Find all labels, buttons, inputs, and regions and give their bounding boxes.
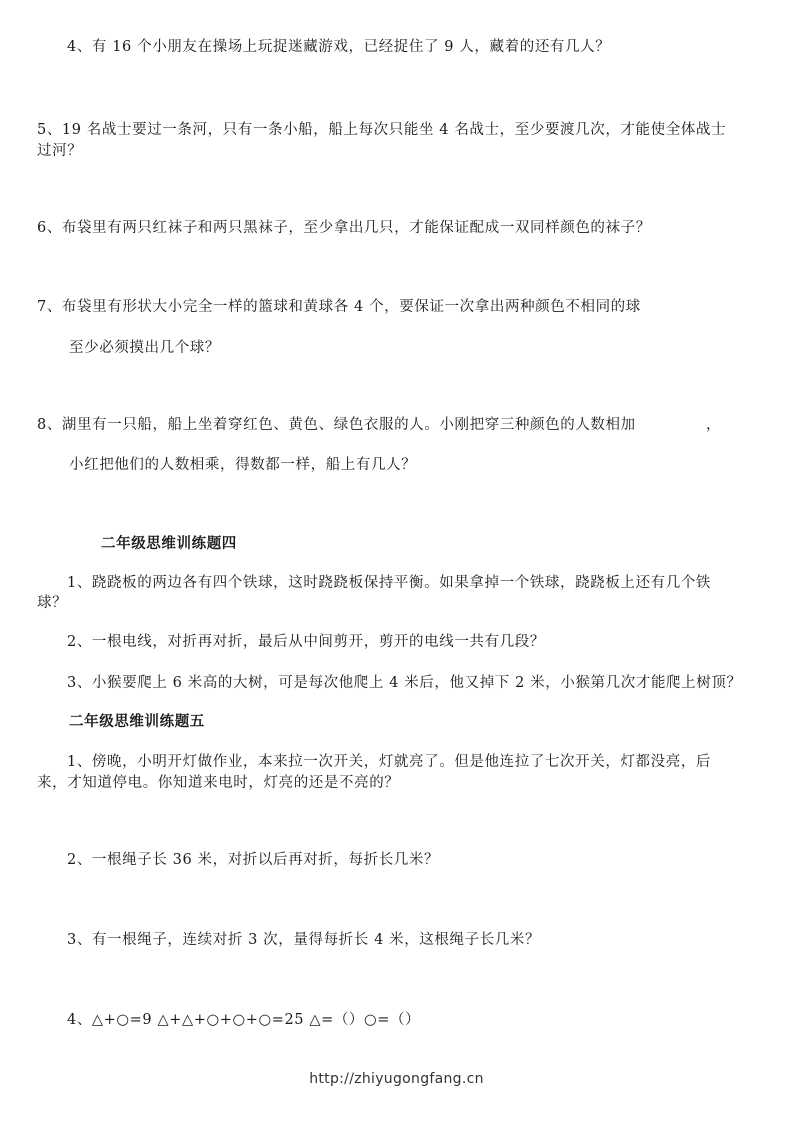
question-6: 6、布袋里有两只红袜子和两只黑袜子，至少拿出几只，才能保证配成一双同样颜色的袜子？	[37, 220, 651, 236]
section-4-title: 二年级思维训练题四	[101, 536, 237, 552]
question-4: 4、有 16 个小朋友在操场上玩捉迷藏游戏，已经捉住了 9 人，藏着的还有几人？	[67, 39, 611, 55]
footer-url: http://zhiyugongfang.cn	[309, 1071, 484, 1087]
section-5-question-1-line-2: 来，才知道停电。你知道来电时，灯亮的还是不亮的？	[37, 775, 400, 791]
section-4-question-1-line-1: 1、跷跷板的两边各有四个铁球，这时跷跷板保持平衡。如果拿掉一个铁球，跷跷板上还有几个铁	[67, 575, 712, 591]
question-7-line-1: 7、布袋里有形状大小完全一样的篮球和黄球各 4 个，要保证一次拿出两种颜色不相同的球	[37, 299, 641, 315]
section-5-question-3: 3、有一根绳子，连续对折 3 次，量得每折长 4 米，这根绳子长几米？	[67, 932, 541, 948]
section-5-question-1-line-1: 1、傍晚，小明开灯做作业，本来拉一次开关，灯就亮了。但是他连拉了七次开关，灯都没亮，后	[67, 754, 712, 770]
question-8-line-1: 8、湖里有一只船，船上坐着穿红色、黄色、绿色衣服的人。小刚把穿三种颜色的人数相加	[37, 417, 636, 433]
question-5-line-1: 5、19 名战士要过一条河，只有一条小船，船上每次只能坐 4 名战士，至少要渡几次，才能使全体战士	[37, 122, 727, 138]
section-4-question-1-line-2: 球？	[37, 595, 68, 611]
section-5-question-4: 4、△+○=9 △+△+○+○+○=25 △=（）○=（）	[67, 1012, 421, 1028]
question-8-comma: ，	[706, 417, 722, 433]
section-4-question-2: 2、一根电线，对折再对折，最后从中间剪开，剪开的电线一共有几段？	[67, 634, 545, 650]
section-5-title: 二年级思维训练题五	[69, 714, 205, 730]
question-5-line-2: 过河？	[37, 143, 83, 159]
question-7-line-2: 至少必须摸出几个球？	[69, 340, 220, 356]
section-4-question-3: 3、小猴要爬上 6 米高的大树，可是每次他爬上 4 米后，他又掉下 2 米，小猴第几次才能爬上树顶？	[67, 675, 742, 691]
question-8-line-2: 小红把他们的人数相乘，得数都一样，船上有几人？	[69, 457, 417, 473]
section-5-question-2: 2、一根绳子长 36 米，对折以后再对折，每折长几米？	[67, 852, 440, 868]
